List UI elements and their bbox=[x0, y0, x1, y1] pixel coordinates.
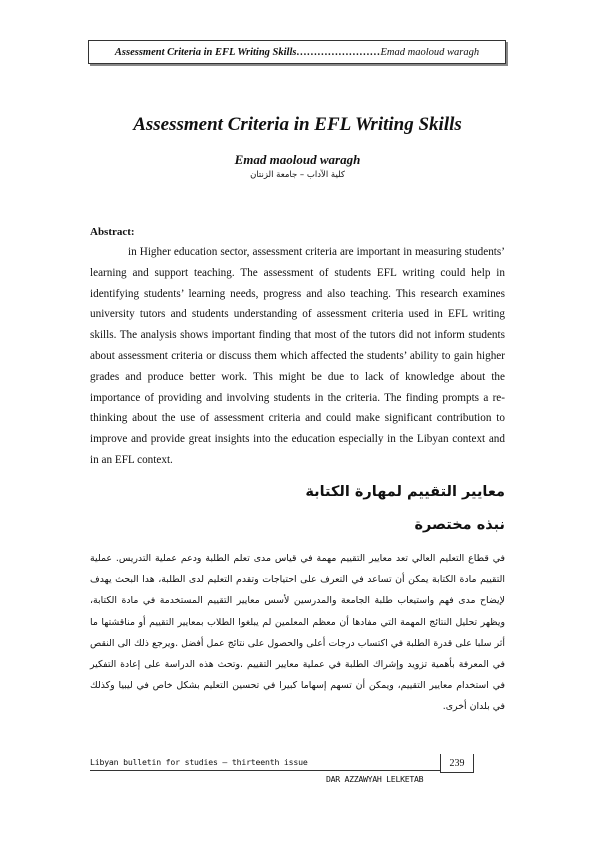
abstract-text: in Higher education sector, assessment criteria are important in measuring students’ learning and support teaching. The assessment of students EFL writing could help in identifying students’ learning needs, progress and also teaching. This research examines university tutors and students understanding of assessment criteria used in EFL writing skills. The analysis shows important finding that most of the tutors did not inform students about assessment criteria or discuss them which affected the students’ ability to gain higher grades and produce better work. This might be due to lack of knowledge about the importance of providing and involving students in the criteria. The finding prompts a re-thinking about the use of assessment criteria and could make significant contribution to improve and provide great insights into the education especially in the Libyan context and in an EFL context. bbox=[90, 246, 505, 466]
abstract-heading: Abstract: bbox=[90, 226, 135, 238]
page-number: 239 bbox=[440, 754, 474, 773]
journal-name: Libyan bulletin for studies – thirteenth issue bbox=[90, 757, 308, 767]
author-affiliation: كلية الآداب – جامعة الزنتان bbox=[250, 170, 345, 180]
footer-divider bbox=[90, 770, 440, 771]
paper-author: Emad maoloud waragh bbox=[234, 152, 361, 167]
running-header bbox=[88, 40, 506, 64]
arabic-title: معايير التقييم لمهارة الكتابة bbox=[305, 484, 505, 500]
arabic-abstract-heading: نبذه مختصرة bbox=[414, 517, 505, 533]
publisher-name: DAR AZZAWYAH LELKETAB bbox=[326, 774, 424, 784]
running-header-title: Assessment Criteria in EFL Writing Skills…………………… bbox=[114, 46, 381, 58]
paper-title: Assessment Criteria in EFL Writing Skills bbox=[133, 114, 462, 135]
running-header-author: Emad maoloud waragh bbox=[380, 46, 480, 58]
arabic-abstract-text: في قطاع التعليم العالي تعد معايير التقييم مهمة في قياس مدى تعلم الطلبة ودعم عملية التدريس. عملية التقييم مادة الكتابة يمكن أن تساعد في التعرف على احتياجات وتقدم التعليم لدى الطلبة، هدا البحث يهدف لإيضاح مدى فهم واستيعاب طلبة الجامعة والمدرسين لأسس معايير التقييم المستخدمة في مادة الكتابة، ويظهر تحليل النتائج المهمة التي مفادها أن معظم المعلمين لم يبلغوا الطلاب بمعايير التقييم أو مناقشتها ما أثر سلبا على قدرة الطلبة في اكتساب درجات أعلى والحصول على نتائج عمل أفضل .ويرجع ذلك الى النقص في المعرفة بأهمية تزويد وإشراك الطلبة في عملية معايير التقييم .وتحث هذه الدراسة على إعادة التفكير في استخدام معايير التقييم، ويمكن أن تسهم إسهاما كبيرا في تحسين التعليم بشكل خاص في ليبيا وكذلك في بلدان أخرى. bbox=[90, 553, 505, 713]
